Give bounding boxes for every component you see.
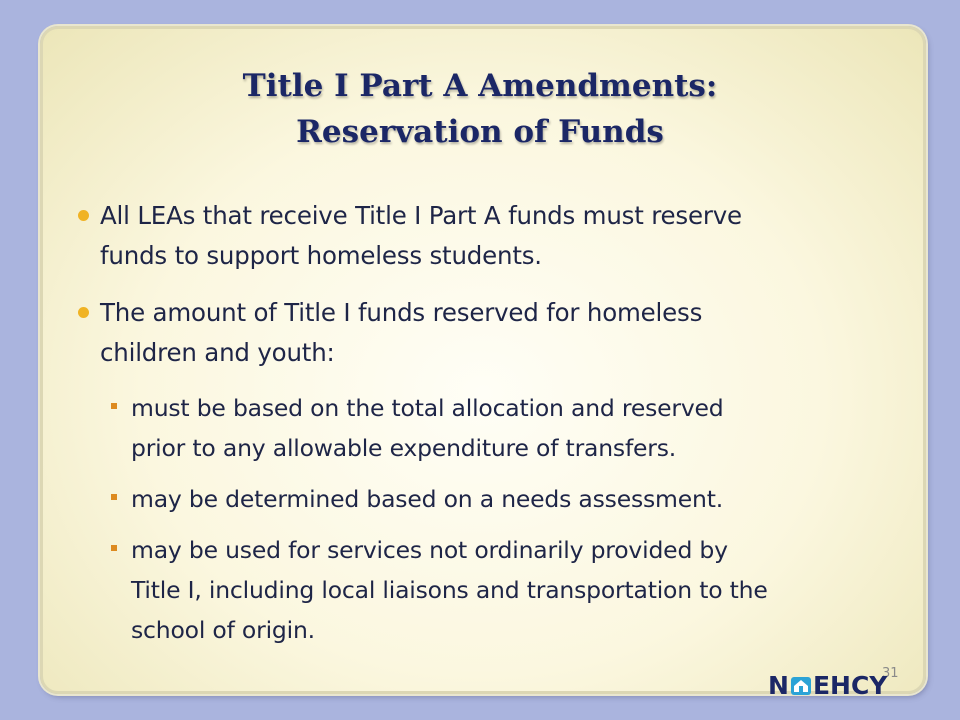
bullet-dot-icon xyxy=(78,307,89,318)
sub-bullet-line: Title I, including local liaisons and transportation to the xyxy=(131,576,768,604)
bullet-dot-icon xyxy=(78,210,89,221)
bullet-line: funds to support homeless students. xyxy=(100,241,542,270)
sub-bullet-square-icon xyxy=(111,494,117,500)
page-number: 31 xyxy=(882,666,899,681)
sub-bullet-line: may be used for services not ordinarily provided by xyxy=(131,536,728,564)
sub-bullet-square-icon xyxy=(111,545,117,551)
sub-bullet-line: school of origin. xyxy=(131,616,315,644)
bullet-item xyxy=(100,196,900,276)
logo-left-text: N xyxy=(768,670,789,700)
house-icon xyxy=(790,674,812,696)
slide-title-line-2: Reservation of Funds xyxy=(296,114,664,150)
bullet-item xyxy=(100,293,900,373)
bullet-line: The amount of Title I funds reserved for homeless xyxy=(100,298,703,327)
sub-bullet-line: may be determined based on a needs assessment. xyxy=(131,485,723,513)
sub-bullet-line: must be based on the total allocation and reserved xyxy=(131,394,724,422)
sub-bullet-item xyxy=(131,530,921,650)
nchey-logo xyxy=(768,670,887,700)
bullet-line: All LEAs that receive Title I Part A funds must reserve xyxy=(100,201,742,230)
logo-right-text: EHCY xyxy=(812,670,888,700)
sub-bullet-line: prior to any allowable expenditure of transfers. xyxy=(131,434,677,462)
sub-bullet-item xyxy=(131,388,921,468)
sub-bullet-square-icon xyxy=(111,403,117,409)
bullet-line: children and youth: xyxy=(100,338,335,367)
slide-title-line-1: Title I Part A Amendments: xyxy=(242,68,718,104)
sub-bullet-item xyxy=(131,479,921,519)
